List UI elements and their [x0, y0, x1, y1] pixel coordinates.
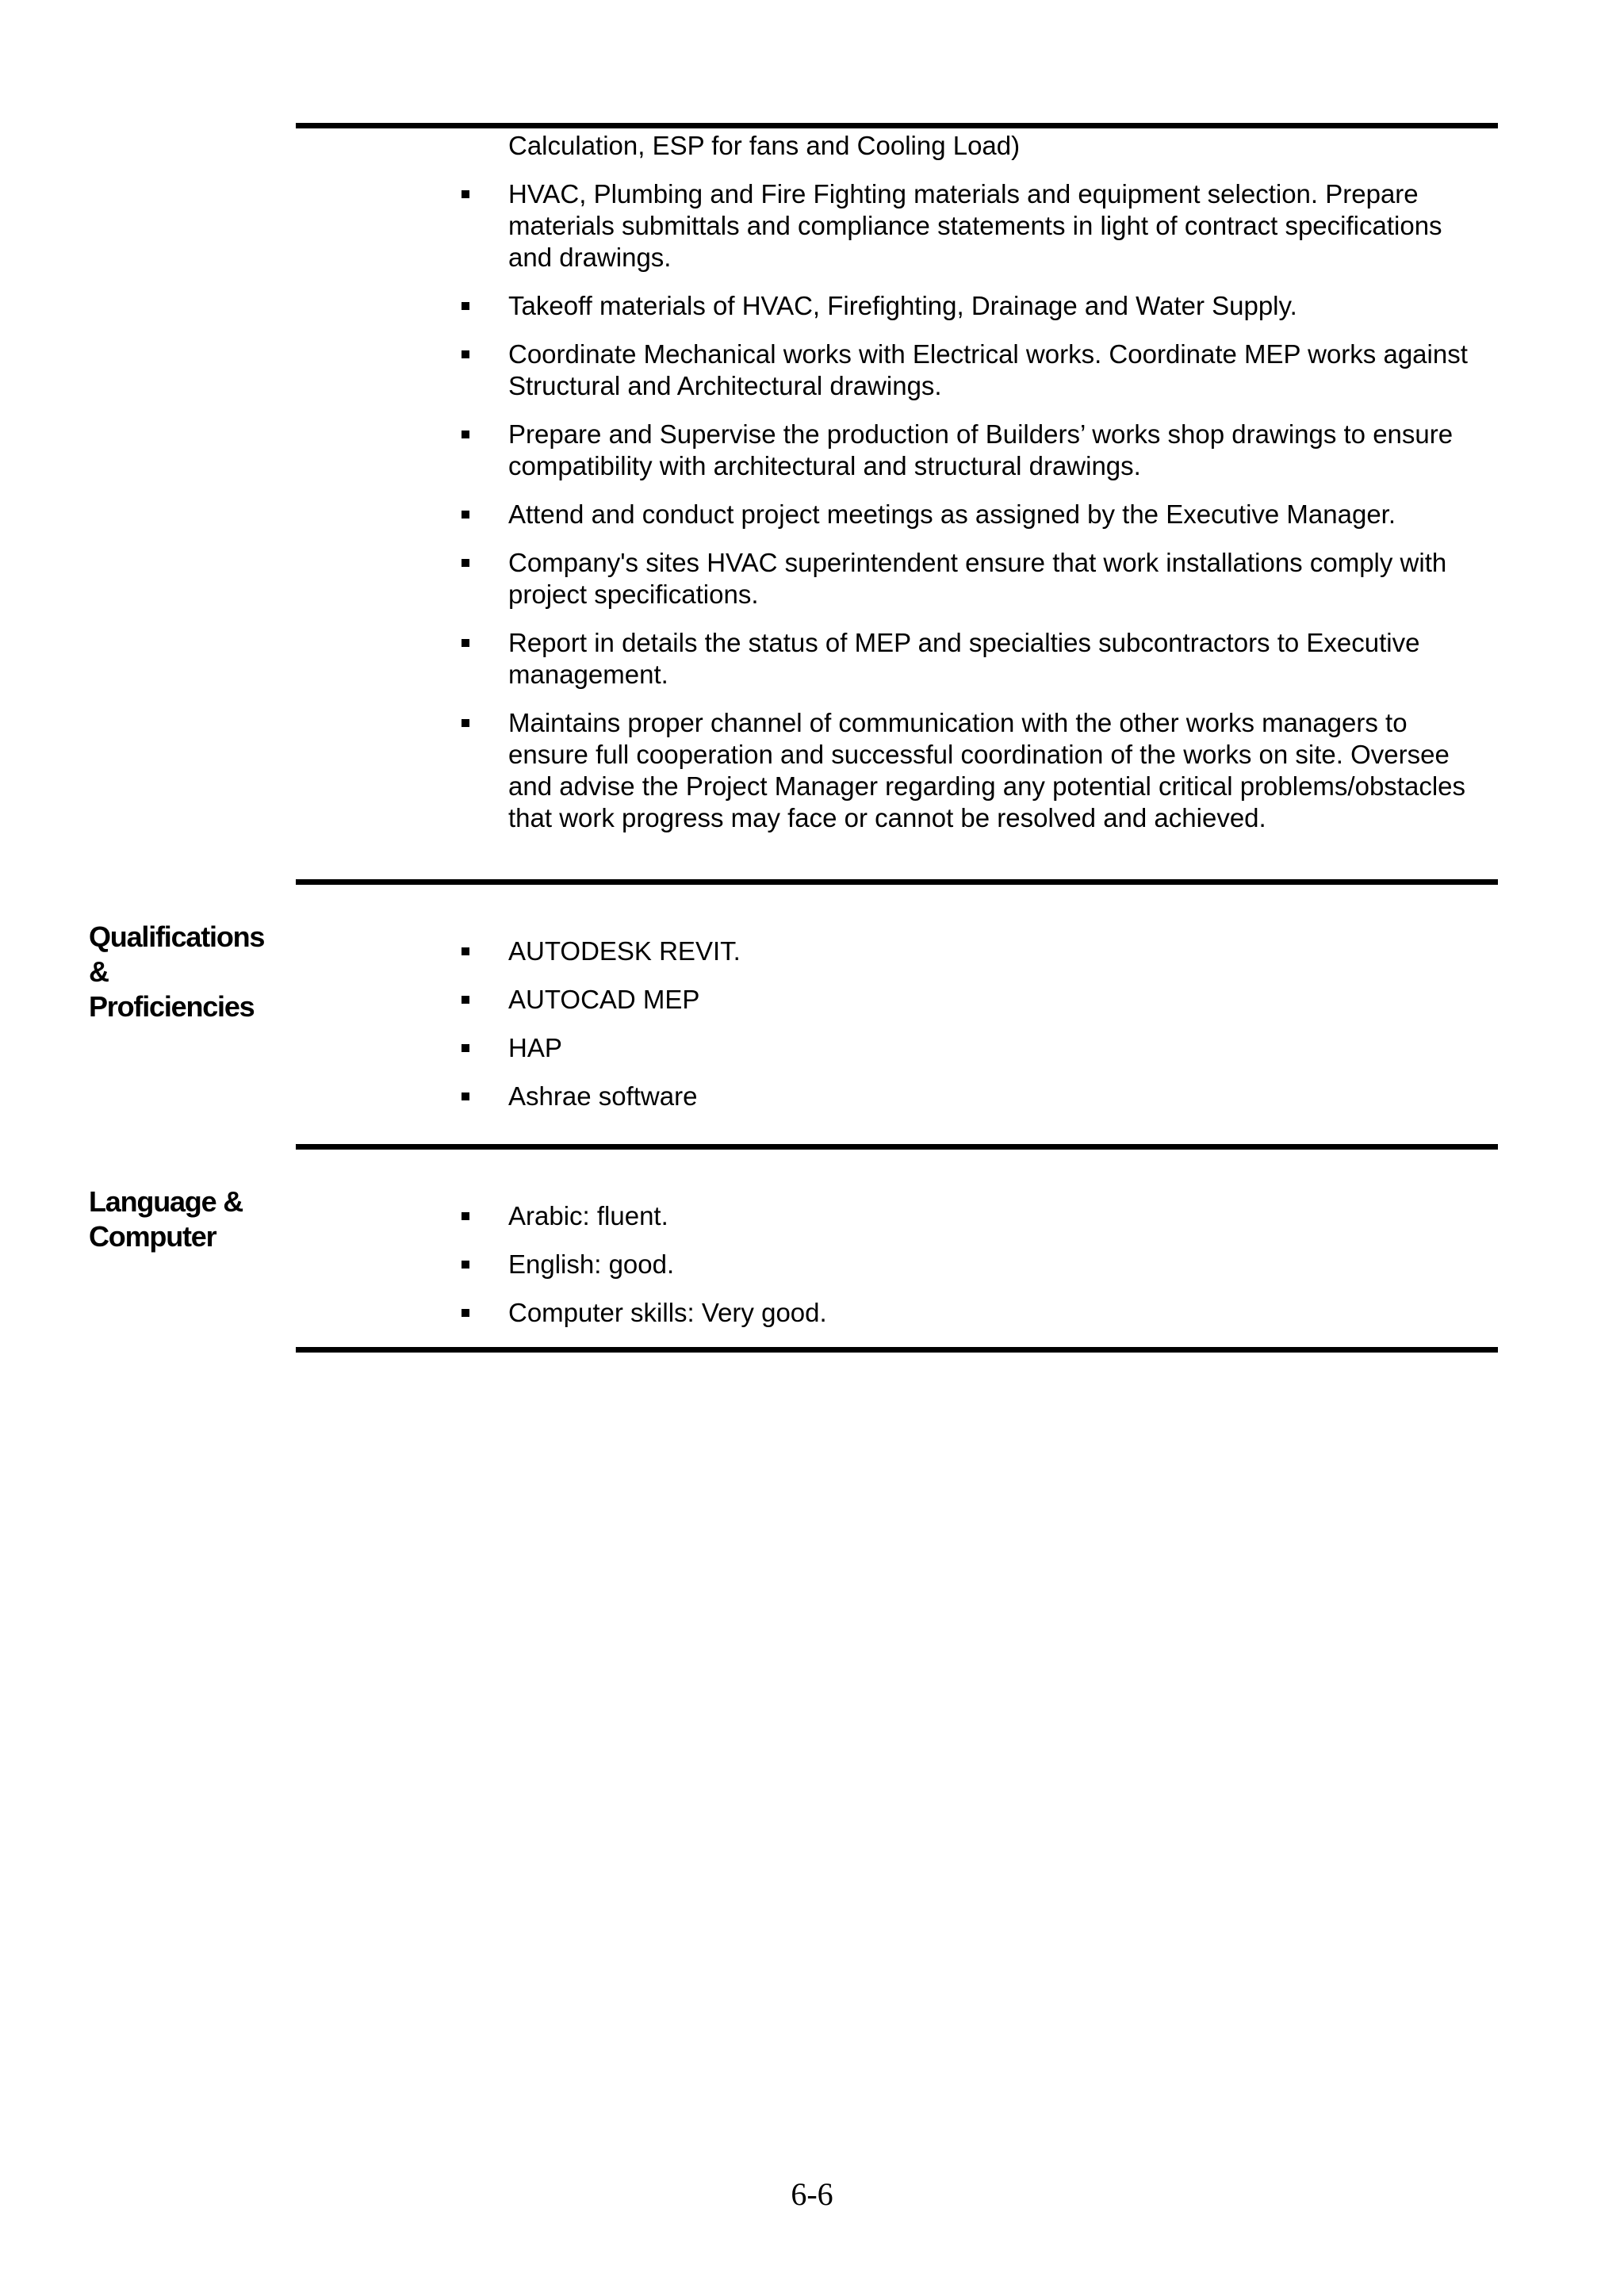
list-item — [460, 1032, 1491, 1064]
list-item-text: Prepare and Supervise the production of Builders’ works shop drawings to ensure compatibility with architectural and structural drawings. — [508, 419, 1454, 480]
list-item-text: Arabic: fluent. — [508, 1201, 668, 1230]
page-number: 6-6 — [791, 2176, 833, 2212]
list-item — [460, 936, 1491, 967]
list-item-text: Company's sites HVAC superintendent ensure that work installations comply with project specifications. — [508, 548, 1447, 609]
square-bullet-icon — [462, 719, 469, 727]
list-item-text: Report in details the status of MEP and specialties subcontractors to Executive management. — [508, 628, 1420, 689]
square-bullet-icon — [462, 350, 469, 358]
square-bullet-icon — [462, 1093, 469, 1100]
section-divider-qualifications — [296, 1144, 1498, 1150]
language-heading: Language & Computer — [89, 1185, 243, 1253]
qualifications-heading: Qualifications & Proficiencies — [89, 920, 265, 1023]
list-item-text: Takeoff materials of HVAC, Firefighting, Drainage and Water Supply. — [508, 291, 1297, 320]
section-divider-experience — [296, 879, 1498, 885]
square-bullet-icon — [462, 639, 469, 647]
list-item — [460, 499, 1491, 530]
experience-continuation-text: Calculation, ESP for fans and Cooling Load) — [508, 131, 1021, 160]
list-item — [460, 290, 1491, 322]
square-bullet-icon — [462, 996, 469, 1004]
list-item — [460, 1200, 1491, 1232]
list-item-text: Computer skills: Very good. — [508, 1298, 827, 1327]
square-bullet-icon — [462, 559, 469, 567]
list-item — [460, 707, 1491, 834]
list-item-text: AUTOCAD MEP — [508, 985, 700, 1014]
list-item — [460, 1081, 1491, 1112]
list-item — [460, 339, 1491, 402]
square-bullet-icon — [462, 302, 469, 310]
list-item-text: Coordinate Mechanical works with Electrical works. Coordinate MEP works against Structural and Architectural drawings. — [508, 339, 1468, 400]
list-item — [460, 627, 1491, 691]
list-item-text: English: good. — [508, 1249, 675, 1279]
square-bullet-icon — [462, 1044, 469, 1052]
list-item-text: HAP — [508, 1033, 562, 1062]
square-bullet-icon — [462, 1309, 469, 1317]
square-bullet-icon — [462, 190, 469, 198]
language-list — [460, 1200, 1491, 1345]
list-item — [460, 1249, 1491, 1280]
square-bullet-icon — [462, 1212, 469, 1220]
qualifications-list — [460, 936, 1491, 1129]
square-bullet-icon — [462, 947, 469, 955]
list-item — [460, 178, 1491, 274]
list-item — [460, 984, 1491, 1016]
list-item-text: Attend and conduct project meetings as assigned by the Executive Manager. — [508, 499, 1396, 529]
list-item — [460, 547, 1491, 610]
list-item-text: HVAC, Plumbing and Fire Fighting materials and equipment selection. Prepare materials submittals and compliance statements in light of contract specifications and drawings. — [508, 179, 1442, 272]
section-divider-top — [296, 123, 1498, 128]
list-item-text: Ashrae software — [508, 1081, 698, 1111]
list-item — [460, 419, 1491, 482]
list-item-text: Maintains proper channel of communication with the other works managers to ensure full cooperation and successful coordination of the works on site. Oversee and advise the Project Manager regarding any potential critical problems/obstacles that work progress may face or cannot be resolved and achieved. — [508, 708, 1465, 832]
section-divider-bottom — [296, 1347, 1498, 1353]
list-item — [460, 1297, 1491, 1329]
experience-duty-list — [460, 178, 1491, 851]
square-bullet-icon — [462, 511, 469, 519]
list-item-text: AUTODESK REVIT. — [508, 936, 741, 966]
square-bullet-icon — [462, 430, 469, 438]
square-bullet-icon — [462, 1261, 469, 1269]
